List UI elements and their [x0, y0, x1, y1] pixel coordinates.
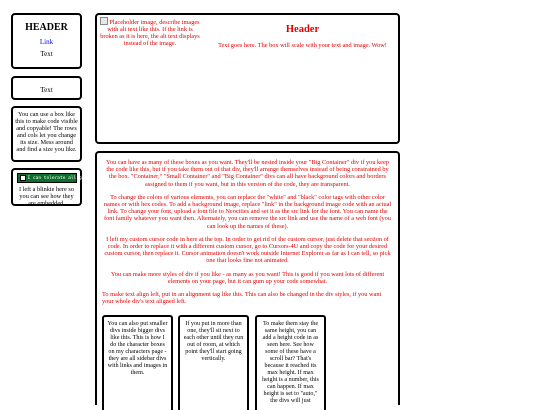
paragraph-styles: You can make more styles of div if you like - as many as you want! This is good if you want lots of different elements on your page, but it can gum up your code somewhat. [110, 270, 385, 285]
small-box-multiple[interactable] [178, 315, 249, 410]
small-box-nested[interactable] [102, 315, 173, 410]
sidebar-header-text: Text [40, 50, 53, 58]
small-box-text: If you put in more than one, they'll sit next to each other until they run out of room, at which point they'll start going vertically. [183, 321, 244, 362]
sidebar-link[interactable]: Link [39, 38, 54, 46]
broken-image-icon [100, 17, 108, 25]
checkbox-icon [20, 175, 26, 181]
paragraph-align-left: To make text align left, put in an alignment tag like this. This can also be changed in the div styles, if you want your whole div's text aligned left. [102, 291, 382, 306]
sidebar-header-title: HEADER [25, 22, 68, 33]
small-box-text: To make them stay the same height, you can add a height code in as seen here. See how some of these have a scroll bar? That's because it reached its max height. If max height is a number, this can happen. If max height is set to "auto," the divs will just [262, 321, 319, 404]
big-content-box[interactable] [95, 151, 400, 405]
paragraph-colors: To change the colors of various elements, you can replace the "white" and "black" color tags with other color names or with hex codes. To add a background image, replace "link" in the background image code with an actual link. To change your font, upload a font file to Neocities and set it as the src link for the font. You can name the font family whatever you want then. Alternately, you can remove the src link and use the name of a web font (you can look up the names of these). [103, 193, 392, 230]
sidebar-text-box [11, 76, 82, 100]
small-box-text: You can also put smaller divs inside bigger divs like this. This is how I do the character boxes on my characters page - they are all sidebar divs with links and images in them. [107, 321, 168, 376]
content-header: Header [285, 24, 320, 35]
blinkie-image[interactable] [17, 173, 93, 183]
small-box-height[interactable] [255, 315, 326, 410]
sidebar-code-note: You can use a box like this to make code visible and copyable! The rows and cols let you change its size. Mess around and find a size you like. [15, 111, 78, 153]
paragraph-boxes: You can have as many of these boxes as you want. They'll be nested inside your "Big Container" div if you keep the code like this, but if you take them out of that div, they'll arrange themselves instead of being constrained by the box. "Container," "Small Container" and "Big Container" divs can all have background colors and borders assigned to them if you want, but in this version of the code, they are transparent. [106, 159, 389, 188]
sidebar-code-note-box [11, 106, 82, 162]
sidebar-header-box [11, 13, 82, 69]
paragraph-cursor: I left my custom cursor code in here at the top. In order to get rid of the custom cursor, just delete that section of code. In order to replace it with a different custom cursor, go to Cursors-4U and copy the code for your desired custom cursor, then replace it. Cursor animation doesn't work outside Internet Explorer as far as I can tell, so pick one that looks fine not animated. [104, 235, 391, 265]
blinkie-note: I left a blinkie here so you can see how they are embedded. [18, 186, 75, 207]
image-alt-text: Placeholder image, describe images with alt text like this. If the link is broken as it is here, the alt text displays instead of the image. [100, 19, 200, 47]
sidebar-text: Text [40, 86, 53, 94]
broken-image [100, 17, 200, 47]
blinkie-label: I can tolerate alligator [27, 176, 93, 181]
small-box-row [102, 315, 397, 410]
sidebar-blinkie-box [11, 168, 93, 207]
content-header-text: Text goes here. The box will scale with your text and image. Wow! [218, 42, 387, 49]
top-content-box [95, 13, 400, 144]
